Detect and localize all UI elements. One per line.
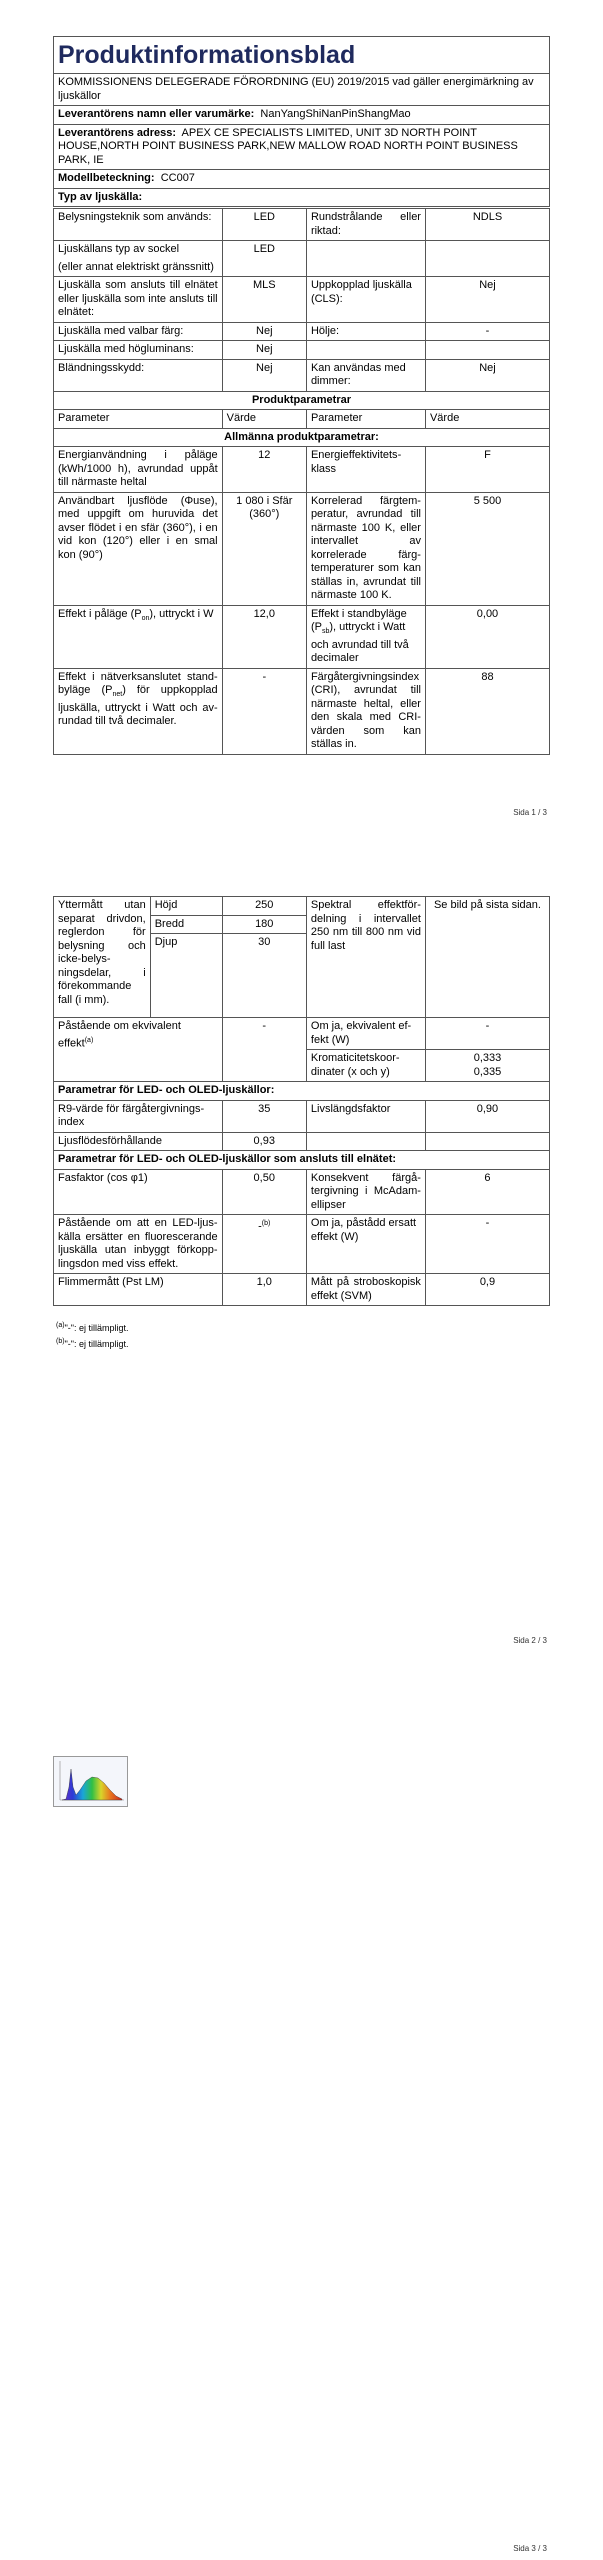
dimensions-label: Yttermått utan separat drivdon, reglerdon för belysning och icke-belysningsdelar, i förekommande fall (i mm). bbox=[54, 897, 151, 1018]
flicker-label: Flimmermått (Pst LM) bbox=[54, 1274, 223, 1306]
luminous-flux-label: Användbart ljusflöde (Φuse), med uppgift om huruvida det avser flödet i en sfär (360°), i en vid kon (120°) eller i en smal kon (90°) bbox=[54, 492, 223, 605]
mains-value: MLS bbox=[222, 277, 306, 323]
network-sub: net bbox=[112, 691, 123, 699]
energy-consumption-label: Energianvändning i påläge (kWh/1000 h), avrundad uppåt till närmaste heltal bbox=[54, 447, 223, 493]
socket-label bbox=[54, 241, 223, 277]
footnote-a-dash: "-" bbox=[64, 1323, 74, 1333]
regulation-text: KOMMISSIONENS DELEGERADE FÖRORDNING (EU) 2019/2015 vad gäller energimärkning av ljuskällor bbox=[54, 74, 550, 106]
standby-power-value: 0,00 bbox=[425, 605, 549, 668]
depth-label: Djup bbox=[150, 934, 222, 1018]
model-label: Modellbeteckning: bbox=[58, 172, 155, 184]
network-label-b: ) för uppkopplad ljuskälla, uttryckt i Watt och avrundad till två decimaler. bbox=[58, 684, 218, 728]
footnote-a bbox=[56, 1322, 128, 1333]
envelope-label: Hölje: bbox=[306, 322, 425, 341]
stroboscopic-value: 0,9 bbox=[425, 1274, 549, 1306]
lumen-maintenance-label: Ljusflödesförhållande bbox=[54, 1132, 223, 1151]
empty-cell bbox=[306, 241, 425, 277]
dimmable-label: Kan användas med dimmer: bbox=[306, 359, 425, 391]
col-parameter: Parameter bbox=[54, 410, 223, 429]
supplier-name-row bbox=[54, 106, 550, 125]
replacement-sup: (b) bbox=[261, 1220, 271, 1227]
page-3 bbox=[0, 1660, 603, 2560]
stroboscopic-label: Mått på stroboskopisk effekt (SVM) bbox=[306, 1274, 425, 1306]
energy-consumption-value: 12 bbox=[222, 447, 306, 493]
parameters-table-continued bbox=[53, 896, 550, 1306]
network-standby-value: - bbox=[222, 668, 306, 754]
model-value: CC007 bbox=[160, 172, 195, 184]
equivalent-power-value: - bbox=[425, 1018, 549, 1050]
replacement-claim-value bbox=[222, 1215, 306, 1274]
chromaticity-y: 0,335 bbox=[473, 1065, 502, 1078]
equivalent-power-claim-value: - bbox=[222, 1018, 306, 1082]
empty-cell bbox=[425, 1132, 549, 1151]
anti-glare-value: Nej bbox=[222, 359, 306, 391]
standby-label-a: Effekt i standbyläge (P bbox=[310, 607, 407, 633]
cct-label: Korrelerad färgtemperatur, avrundad till närmaste 100 K, eller intervallet av korrelerade färgtemperaturer som kan ställas in, avrundat till närmaste 100 K. bbox=[306, 492, 425, 605]
socket-label-a: Ljuskällans typ av sockel bbox=[58, 243, 180, 255]
equivalent-power-claim-label bbox=[54, 1018, 223, 1082]
page-2 bbox=[0, 830, 603, 1660]
mains-label: Ljuskälla som ansluts till elnätet eller ljuskälla som inte ansluts till elnätet: bbox=[54, 277, 223, 323]
tech-value: LED bbox=[222, 209, 306, 241]
standby-label-b: ), uttryckt i Watt och avrundad till två decimaler bbox=[310, 621, 409, 665]
page-number: Sida 2 / 3 bbox=[513, 1636, 547, 1645]
col-value: Värde bbox=[425, 410, 549, 429]
colour-consistency-value: 6 bbox=[425, 1169, 549, 1215]
general-heading: Allmänna produktparametrar: bbox=[54, 428, 550, 447]
colour-tunable-label: Ljuskälla med valbar färg: bbox=[54, 322, 223, 341]
chromaticity-values bbox=[425, 1050, 549, 1082]
height-label: Höjd bbox=[150, 897, 222, 916]
mains-params-heading: Parametrar för LED- och OLED-ljuskällor som ansluts till elnätet: bbox=[54, 1151, 550, 1170]
socket-label-b: (eller annat elektriskt gränssnitt) bbox=[58, 260, 214, 273]
page-1 bbox=[0, 0, 603, 830]
on-mode-sub: on bbox=[141, 614, 150, 622]
led-params-heading: Parametrar för LED- och OLED-ljuskällor: bbox=[54, 1082, 550, 1101]
footnote-b-text: : ej tillämpligt. bbox=[73, 1339, 129, 1349]
directional-label: Rundstrålande eller riktad: bbox=[306, 209, 425, 241]
empty-cell bbox=[306, 341, 425, 360]
lumen-maintenance-value: 0,93 bbox=[222, 1132, 306, 1151]
cls-value: Nej bbox=[425, 277, 549, 323]
on-mode-power-label-b: ), uttryckt i W bbox=[149, 607, 214, 620]
model-row bbox=[54, 170, 550, 189]
footnote-b-dash: "-" bbox=[64, 1339, 74, 1349]
cri-label: Färgåtergivningsindex (CRI), avrundat till närmaste heltal, eller den skala med CRI-värden som kan ställas in. bbox=[306, 668, 425, 754]
tech-label: Belysningsteknik som används: bbox=[54, 209, 223, 241]
high-luminance-label: Ljuskälla med högluminans: bbox=[54, 341, 223, 360]
spectral-label: Spektral effektfördelning i intervallet 250 nm till 800 nm vid full last bbox=[306, 897, 425, 1018]
on-mode-power-label-a: Effekt i påläge (P bbox=[58, 607, 142, 620]
standby-sub: sb bbox=[321, 628, 330, 636]
socket-value: LED bbox=[222, 241, 306, 277]
footnote-b-mark: (b) bbox=[56, 1338, 65, 1345]
energy-class-label: Energieffektivitetsklass bbox=[306, 447, 425, 493]
flicker-value: 1,0 bbox=[222, 1274, 306, 1306]
on-mode-power-value: 12,0 bbox=[222, 605, 306, 668]
page-number: Sida 3 / 3 bbox=[513, 2544, 547, 2553]
high-luminance-value: Nej bbox=[222, 341, 306, 360]
replaced-power-value: - bbox=[425, 1215, 549, 1274]
params-heading: Produktparametrar bbox=[54, 391, 550, 410]
equivalent-power-label: Om ja, ekvivalent effekt (W) bbox=[306, 1018, 425, 1050]
r9-value: 35 bbox=[222, 1100, 306, 1132]
colour-consistency-label: Konsekvent färgåtergivning i McAdam-ellipser bbox=[306, 1169, 425, 1215]
cls-label: Uppkopplad ljuskälla (CLS): bbox=[306, 277, 425, 323]
standby-power-label bbox=[306, 605, 425, 668]
document-title: Produktinformationsblad bbox=[54, 37, 550, 74]
energy-class-value: F bbox=[425, 447, 549, 493]
cct-value: 5 500 bbox=[425, 492, 549, 605]
width-value: 180 bbox=[222, 915, 306, 934]
type-heading: Typ av ljuskälla: bbox=[54, 188, 550, 207]
spectral-value: Se bild på sista sidan. bbox=[425, 897, 549, 1018]
empty-cell bbox=[425, 241, 549, 277]
info-table-header bbox=[53, 36, 550, 207]
equiv-label-text: Påstående om ekvivalent effekt bbox=[58, 1020, 181, 1050]
colour-tunable-value: Nej bbox=[222, 322, 306, 341]
chromaticity-x: 0,333 bbox=[473, 1052, 502, 1064]
footnote-a-text: : ej tillämpligt. bbox=[73, 1323, 129, 1333]
anti-glare-label: Bländningsskydd: bbox=[54, 359, 223, 391]
dimmable-value: Nej bbox=[425, 359, 549, 391]
height-value: 250 bbox=[222, 897, 306, 916]
col-value: Värde bbox=[222, 410, 306, 429]
directional-value: NDLS bbox=[425, 209, 549, 241]
supplier-address-label: Leverantörens adress: bbox=[58, 126, 176, 139]
r9-label: R9-värde för färgåtergivningsindex bbox=[54, 1100, 223, 1132]
on-mode-power-label bbox=[54, 605, 223, 668]
page-number: Sida 1 / 3 bbox=[513, 808, 547, 817]
cri-value: 88 bbox=[425, 668, 549, 754]
depth-value: 30 bbox=[222, 934, 306, 1018]
empty-cell bbox=[306, 1132, 425, 1151]
spectral-distribution-image bbox=[53, 1756, 128, 1807]
supplier-name-label: Leverantörens namn eller varumärke: bbox=[58, 108, 255, 120]
network-label-a: Effekt i nätverksanslutet standbyläge (P bbox=[58, 670, 218, 697]
network-standby-label bbox=[54, 668, 223, 754]
power-factor-label: Fasfaktor (cos φ1) bbox=[54, 1169, 223, 1215]
survival-factor-value: 0,90 bbox=[425, 1100, 549, 1132]
col-parameter: Parameter bbox=[306, 410, 425, 429]
light-source-type-table bbox=[53, 208, 550, 755]
power-factor-value: 0,50 bbox=[222, 1169, 306, 1215]
envelope-value: - bbox=[425, 322, 549, 341]
replacement-dash: - bbox=[258, 1220, 262, 1233]
supplier-address-row bbox=[54, 124, 550, 170]
survival-factor-label: Livslängdsfaktor bbox=[306, 1100, 425, 1132]
replacement-claim-label: Påstående om att en LED-ljuskälla ersätter en fluorescerande ljuskälla utan inbyggt förkopplingsdon med viss effekt. bbox=[54, 1215, 223, 1274]
empty-cell bbox=[425, 341, 549, 360]
footnote-b bbox=[56, 1338, 128, 1349]
width-label: Bredd bbox=[150, 915, 222, 934]
luminous-flux-value: 1 080 i Sfär (360°) bbox=[222, 492, 306, 605]
supplier-name-value: NanYangShiNanPinShangMao bbox=[260, 108, 411, 120]
footnote-a-mark: (a) bbox=[56, 1322, 65, 1329]
equiv-sup: (a) bbox=[84, 1036, 94, 1044]
supplier-address-value: APEX CE SPECIALISTS LIMITED, UNIT 3D NORTH POINT HOUSE,NORTH POINT BUSINESS PARK,NEW MALLOW ROAD NORTH POINT BUSINESS PARK, IE bbox=[58, 126, 518, 166]
replaced-power-label: Om ja, påstådd ersatt effekt (W) bbox=[306, 1215, 425, 1274]
chromaticity-label: Kromaticitetskoordinater (x och y) bbox=[306, 1050, 425, 1082]
